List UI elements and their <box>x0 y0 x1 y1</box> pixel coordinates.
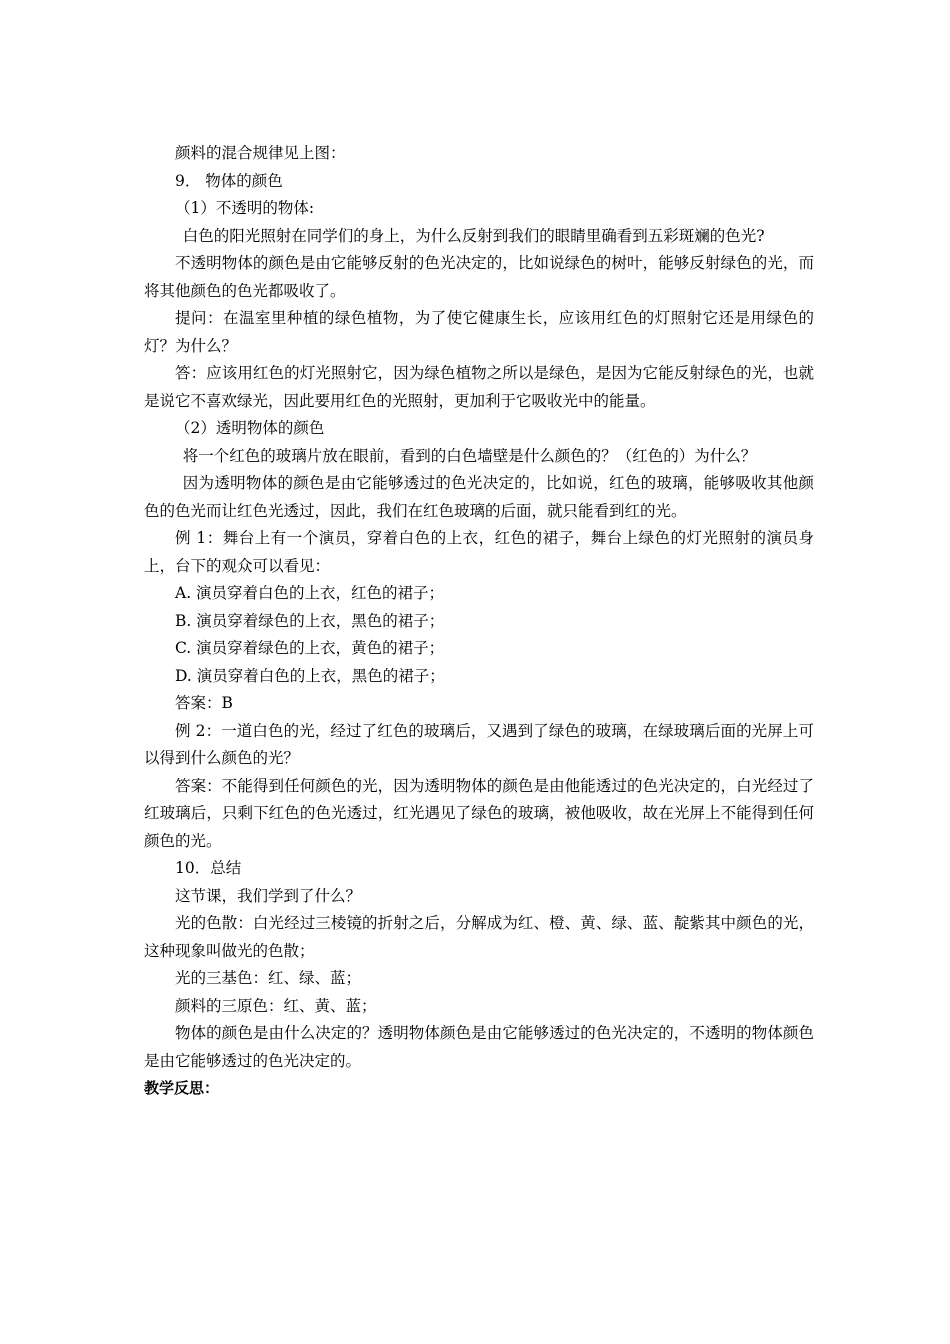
summary-question: 这节课，我们学到了什么？ <box>175 886 362 905</box>
teaching-reflection-heading: 教学反思： <box>144 1079 220 1097</box>
paragraph-example-2: 例 2：一道白色的光，经过了红色的玻璃后，又遇到了绿色的玻璃，在绿玻璃后面的光屏上可以得到什么颜色的光？ <box>144 721 814 767</box>
option-a: A. 演员穿着白色的上衣，红色的裙子； <box>175 584 445 602</box>
option-c: C. 演员穿着绿色的上衣，黄色的裙子； <box>175 639 445 657</box>
paragraph-opaque-explanation: 不透明物体的颜色是由它能够反射的色光决定的，比如说绿色的树叶，能够反射绿色的光，而将其他颜色的色光都吸收了。 <box>144 254 814 300</box>
summary-object-color: 物体的颜色是由什么决定的？透明物体颜色是由它能够透过的色光决定的，不透明的物体颜色是由它能够透过的色光决定的。 <box>144 1024 814 1070</box>
option-d: D. 演员穿着白色的上衣，黑色的裙子； <box>175 666 445 685</box>
paragraph-sunlight-question: 白色的阳光照射在同学们的身上，为什么反射到我们的眼睛里确看到五彩斑斓的色光? <box>182 226 765 245</box>
paragraph-pigment-mixing: 颜料的混合规律见上图： <box>175 144 346 162</box>
summary-dispersion: 光的色散：白光经过三棱镜的折射之后，分解成为红、橙、黄、绿、蓝、靛紫其中颜色的光，这种现象叫做光的色散； <box>144 914 814 960</box>
option-b: B. 演员穿着绿色的上衣，黑色的裙子； <box>175 611 445 630</box>
document-body <box>144 140 814 1103</box>
paragraph-red-glass-question: 将一个红色的玻璃片放在眼前，看到的白色墙壁是什么颜色的？（红色的）为什么？ <box>182 446 757 465</box>
subheading-transparent-objects: （2）透明物体的颜色 <box>175 419 325 437</box>
section-heading-summary: 10．总结 <box>175 859 242 877</box>
paragraph-example-1: 例 1：舞台上有一个演员，穿着白色的上衣，红色的裙子，舞台上绿色的灯光照射的演员身上，台下的观众可以看见： <box>144 529 814 575</box>
subheading-opaque-objects: （1）不透明的物体: <box>175 199 315 217</box>
answer-example-2: 答案：不能得到任何颜色的光，因为透明物体的颜色是由他能透过的色光决定的，白光经过了红玻璃后，只剩下红色的色光透过，红光遇见了绿色的玻璃，被他吸收，故在光屏上不能得到任何颜色的光。 <box>144 776 814 850</box>
paragraph-transparent-explanation: 因为透明物体的颜色是由它能够透过的色光决定的，比如说，红色的玻璃，能够吸收其他颜色的色光而让红色光透过，因此，我们在红色玻璃的后面，就只能看到红的光。 <box>144 474 814 520</box>
section-heading-object-color: 9． 物体的颜色 <box>175 171 283 190</box>
paragraph-greenhouse-question: 提问：在温室里种植的绿色植物，为了使它健康生长，应该用红色的灯照射它还是用绿色的灯？为什么？ <box>144 309 814 355</box>
summary-light-primaries: 光的三基色：红、绿、蓝； <box>175 969 362 987</box>
paragraph-greenhouse-answer: 答：应该用红色的灯光照射它，因为绿色植物之所以是绿色，是因为它能反射绿色的光，也就是说它不喜欢绿光，因此要用红色的光照射，更加利于它吸收光中的能量。 <box>144 364 814 410</box>
summary-pigment-primaries: 颜料的三原色：红、黄、蓝； <box>175 996 377 1015</box>
answer-example-1: 答案：B <box>175 694 233 712</box>
